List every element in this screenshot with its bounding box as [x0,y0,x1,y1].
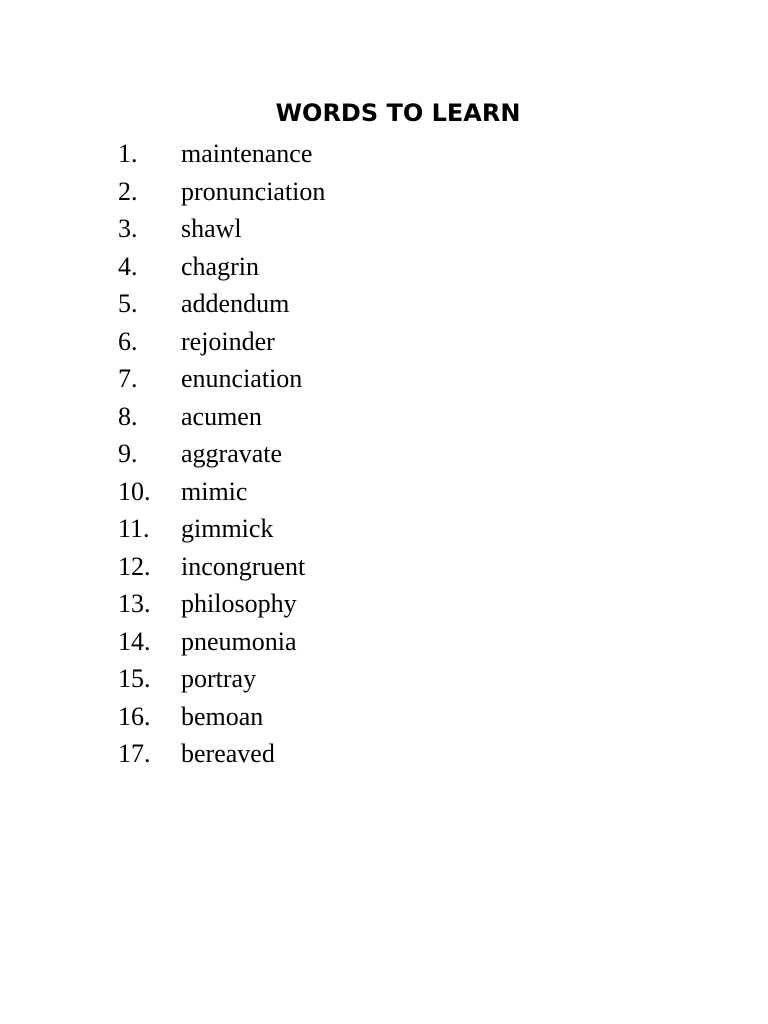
item-word: pronunciation [181,176,326,206]
list-item [118,285,325,323]
word-list [118,135,325,773]
item-number: 12. [118,551,151,581]
list-item [118,510,325,548]
list-item [118,735,325,773]
item-word: rejoinder [181,326,275,356]
item-word: bemoan [181,701,264,731]
item-number: 11. [118,514,150,543]
item-word: gimmick [181,514,274,543]
item-word: acumen [181,401,262,431]
item-word: philosophy [181,589,297,618]
item-number: 8. [118,401,138,431]
list-item [118,698,325,736]
list-item [118,248,325,286]
item-number: 6. [118,326,138,356]
item-word: shawl [181,214,242,243]
item-word: portray [181,664,257,693]
item-number: 9. [118,439,138,468]
item-word: chagrin [181,251,259,281]
item-word: aggravate [181,439,283,468]
item-number: 5. [118,289,138,318]
list-item [118,398,325,436]
item-number: 17. [118,739,151,768]
item-number: 7. [118,364,138,393]
list-item [118,210,325,248]
item-word: addendum [181,289,290,318]
list-item [118,473,325,511]
list-item [118,623,325,661]
item-word: pneumonia [181,626,297,656]
item-word: enunciation [181,364,303,393]
item-word: mimic [181,476,248,506]
item-word: maintenance [181,139,313,168]
item-number: 10. [118,476,151,506]
item-word: incongruent [181,551,306,581]
item-number: 14. [118,626,151,656]
list-item [118,135,325,173]
list-item [118,360,325,398]
item-number: 16. [118,701,151,731]
item-word: bereaved [181,739,275,768]
list-item [118,585,325,623]
item-number: 3. [118,214,138,243]
list-item [118,173,325,211]
item-number: 1. [118,139,138,168]
list-item [118,660,325,698]
item-number: 4. [118,251,138,281]
item-number: 15. [118,664,151,693]
item-number: 13. [118,589,151,618]
item-number: 2. [118,176,138,206]
page-title: WORDS TO LEARN [275,99,521,127]
list-item [118,323,325,361]
list-item [118,435,325,473]
list-item [118,548,325,586]
